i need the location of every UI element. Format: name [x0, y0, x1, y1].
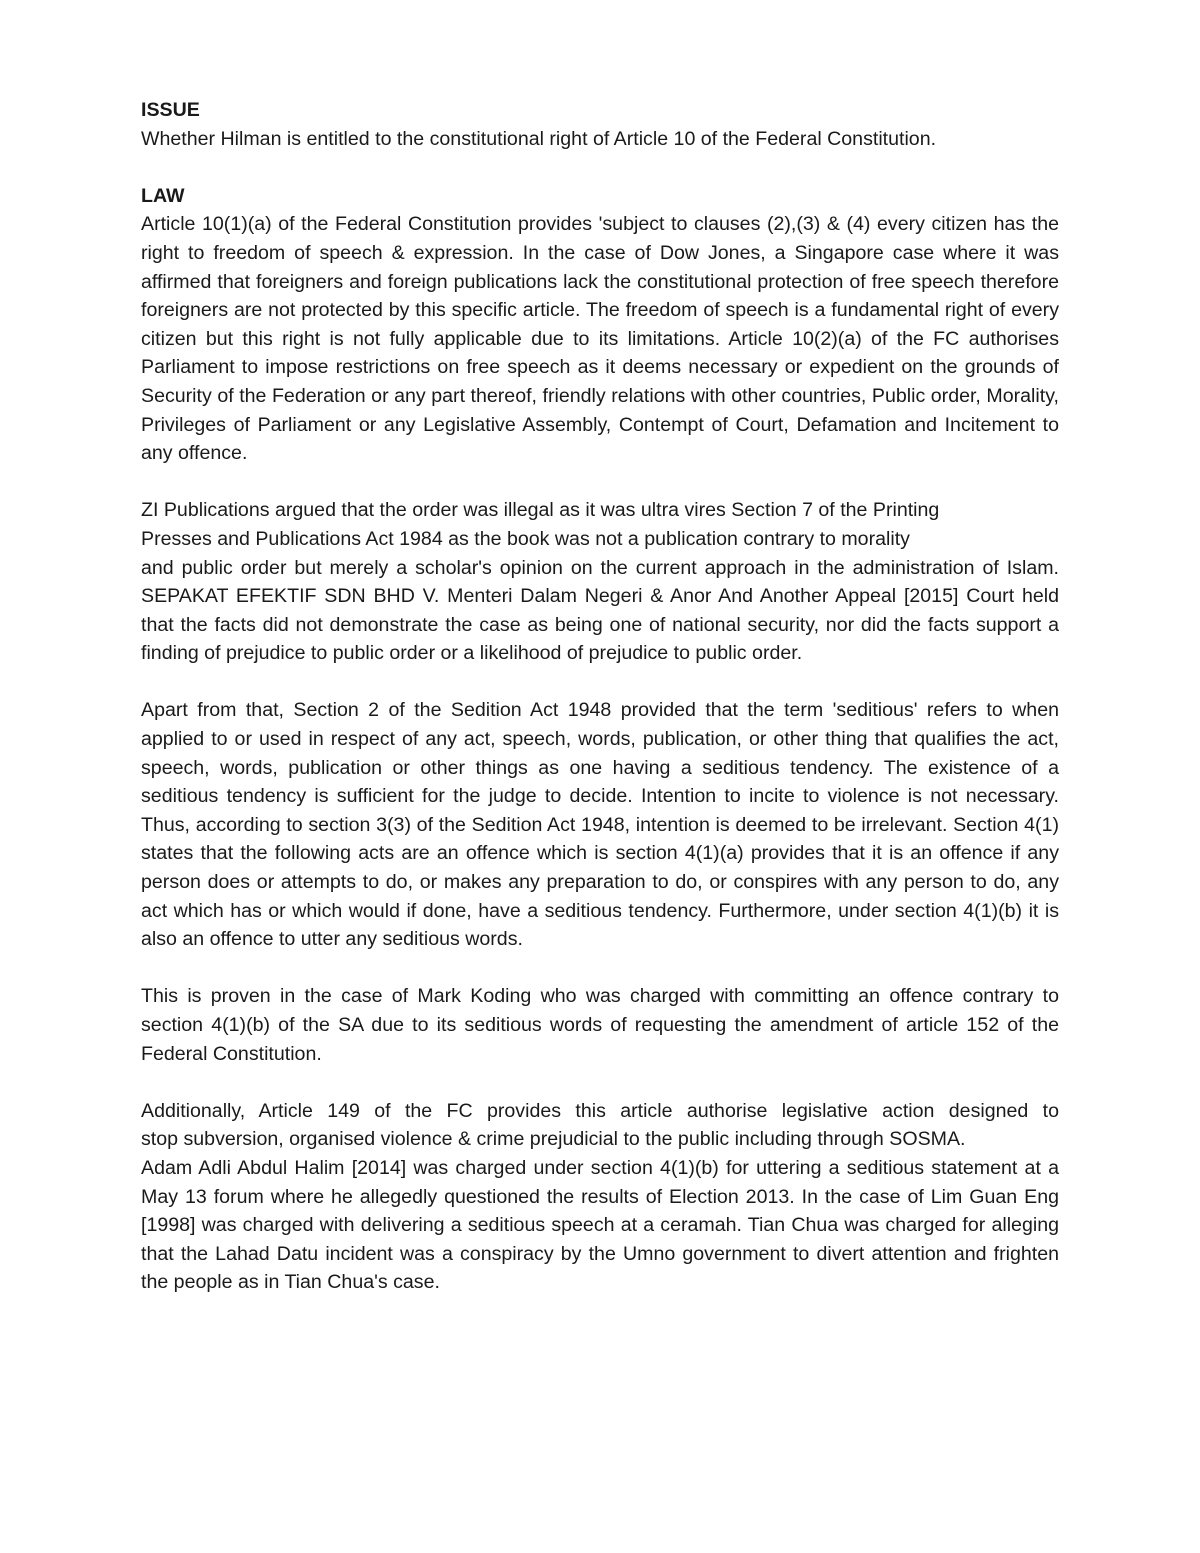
issue-statement: Whether Hilman is entitled to the constitutional right of Article 10 of the Federal Constitution.: [141, 127, 937, 150]
paragraph-gap: [141, 153, 1059, 182]
zi-publications-line-2: Presses and Publications Act 1984 as the book was not a publication contrary to morality: [141, 527, 910, 550]
paragraph-gap: [141, 1068, 1059, 1097]
article-149-line-2: stop subversion, organised violence & crime prejudicial to the public including through SOSMA.: [141, 1128, 966, 1151]
document-page: [141, 96, 1059, 1297]
law-paragraph-article-149: [141, 1097, 1059, 1297]
issue-heading: ISSUE: [141, 99, 200, 121]
paragraph-gap: [141, 468, 1059, 497]
law-paragraph-zi-publications: [141, 496, 1059, 668]
zi-publications-rest: and public order but merely a scholar's opinion on the current approach in the administration of Islam. SEPAKAT EFEKTIF SDN BHD V. Menteri Dalam Negeri & Anor And Another Appeal [2015] Court held that the facts did not demonstrate the case as being one of national security, nor did the facts support a finding of prejudice to public order or a likelihood of prejudice to public order.: [141, 556, 1059, 665]
article-149-line-1: Additionally, Article 149 of the FC provides this article authorise legislative action designed to: [141, 1099, 1059, 1122]
law-paragraph-article-10: Article 10(1)(a) of the Federal Constitution provides 'subject to clauses (2),(3) & (4) every citizen has the right to freedom of speech & expression. In the case of Dow Jones, a Singapore case where it was affirmed that foreigners and foreign publications lack the constitutional protection of free speech therefore foreigners are not protected by this specific article. The freedom of speech is a fundamental right of every citizen but this right is not fully applicable due to its limitations. Article 10(2)(a) of the FC authorises Parliament to impose restrictions on free speech as it deems necessary or expedient on the grounds of Security of the Federation or any part thereof, friendly relations with other countries, Public order, Morality, Privileges of Parliament or any Legislative Assembly, Contempt of Court, Defamation and Incitement to any offence.: [141, 213, 1059, 465]
paragraph-gap: [141, 954, 1059, 983]
law-paragraph-mark-koding: This is proven in the case of Mark Koding who was charged with committing an offence contrary to section 4(1)(b) of the SA due to its seditious words of requesting the amendment of article 152 of the Federal Constitution.: [141, 985, 1059, 1065]
article-149-rest: Adam Adli Abdul Halim [2014] was charged under section 4(1)(b) for uttering a seditious statement at a May 13 forum where he allegedly questioned the results of Election 2013. In the case of Lim Guan Eng [1998] was charged with delivering a seditious speech at a ceramah. Tian Chua was charged for alleging that the Lahad Datu incident was a conspiracy by the Umno government to divert attention and frighten the people as in Tian Chua's case.: [141, 1156, 1059, 1294]
law-heading: LAW: [141, 184, 185, 207]
law-paragraph-sedition-act: Apart from that, Section 2 of the Sedition Act 1948 provided that the term 'seditious' refers to when applied to or used in respect of any act, speech, words, publication, or other thing that qualifies the act, speech, words, publication or other things as one having a seditious tendency. The existence of a seditious tendency is sufficient for the judge to decide. Intention to incite to violence is not necessary. Thus, according to section 3(3) of the Sedition Act 1948, intention is deemed to be irrelevant. Section 4(1) states that the following acts are an offence which is section 4(1)(a) provides that it is an offence if any person does or attempts to do, or makes any preparation to do, or conspires with any person to do, any act which has or which would if done, have a seditious tendency. Furthermore, under section 4(1)(b) it is also an offence to utter any seditious words.: [141, 699, 1059, 951]
zi-publications-line-1: ZI Publications argued that the order was illegal as it was ultra vires Section 7 of the Printing: [141, 499, 940, 522]
paragraph-gap: [141, 668, 1059, 697]
